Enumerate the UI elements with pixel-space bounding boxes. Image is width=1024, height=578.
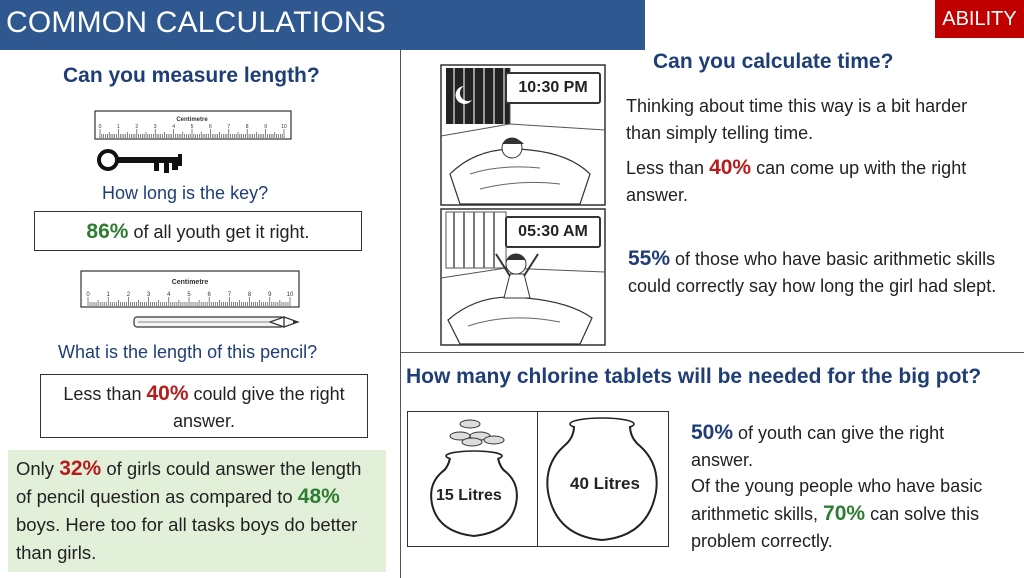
pencil-question: What is the length of this pencil?	[58, 342, 318, 362]
ruler-number: 10	[286, 292, 294, 298]
chlorine-tablets-icon	[450, 420, 504, 446]
boys-percent: 48%	[297, 485, 340, 508]
time-percent-55: 55%	[628, 247, 671, 270]
ruler-number: 6	[207, 292, 211, 298]
pencil-result-pre: Less than	[63, 384, 147, 404]
pots-divider	[537, 411, 538, 547]
chlorine-heading: How many chlorine tablets will be needed for the big pot?	[406, 365, 982, 388]
time-heading: Can you calculate time?	[653, 50, 894, 73]
vertical-divider	[400, 50, 401, 578]
pencil-icon	[134, 317, 298, 327]
time-text-2-post: can come up with the right answer.	[626, 158, 967, 205]
ruler-pencil-illustration	[80, 270, 300, 332]
ruler-number: 7	[227, 292, 232, 298]
key-result-text: of all youth get it right.	[128, 222, 310, 242]
ruler-key-illustration	[94, 110, 294, 180]
key-question: How long is the key?	[102, 183, 269, 203]
ability-badge: ABILITY	[935, 0, 1024, 38]
clock-morning: 05:30 AM	[505, 216, 601, 248]
ruler-number: 2	[135, 124, 139, 130]
ruler-number: 8	[247, 292, 252, 298]
length-heading: Can you measure length?	[63, 64, 320, 87]
key-icon	[99, 151, 182, 173]
time-text-2-pre: Less than	[626, 158, 710, 178]
chlorine-text-1-post: of youth can give the right answer.	[691, 423, 945, 470]
gender-note-mid: of girls could answer the length of pencil question as compared to	[16, 458, 362, 507]
ruler-number: 9	[268, 292, 272, 298]
ruler-number: 7	[227, 124, 231, 130]
ruler-number: 0	[98, 124, 102, 130]
gender-note	[8, 450, 386, 572]
key-result-box	[34, 211, 362, 251]
clock-night: 10:30 PM	[505, 72, 601, 104]
ruler-number: 4	[172, 124, 175, 130]
chlorine-text-2-post: can solve this problem correctly.	[691, 504, 980, 551]
window-icon	[446, 212, 506, 268]
ruler-number: 5	[187, 292, 191, 298]
time-text-2	[626, 154, 1006, 209]
page-title: COMMON CALCULATIONS	[6, 6, 386, 39]
small-pot-illustration	[420, 414, 530, 544]
ruler-label: Centimetre	[171, 279, 209, 286]
ruler-number: 4	[167, 292, 171, 298]
ruler-number: 9	[264, 124, 267, 130]
chlorine-percent-50: 50%	[691, 421, 734, 444]
ruler-2	[81, 271, 299, 307]
ruler-number: 3	[153, 124, 157, 130]
big-pot-label: 40 Litres	[570, 474, 640, 493]
key-result-percent: 86%	[86, 220, 129, 243]
ruler-number: 5	[190, 124, 194, 130]
time-text-1: Thinking about time this way is a bit harder than simply telling time.	[626, 96, 968, 143]
ruler-number: 8	[245, 124, 249, 130]
girls-percent: 32%	[59, 457, 102, 480]
ruler-number: 1	[106, 292, 110, 298]
window-icon	[446, 68, 510, 124]
chlorine-percent-70: 70%	[823, 502, 866, 525]
pencil-result-percent: 40%	[146, 382, 189, 405]
time-text-3	[628, 245, 1008, 300]
ruler-1	[95, 111, 291, 139]
ruler-number: 0	[86, 292, 90, 298]
ruler-number: 6	[209, 124, 212, 130]
time-percent-40: 40%	[709, 156, 752, 179]
gender-note-pre: Only	[16, 458, 60, 479]
time-text-3-post: of those who have basic arithmetic skills could correctly say how long the girl had slept.	[628, 249, 997, 296]
chlorine-text-2-pre: Of the young people who have basic arithmetic skills,	[691, 476, 983, 524]
small-pot-label: 15 Litres	[436, 487, 502, 504]
gender-note-post: boys. Here too for all tasks boys do better than girls.	[16, 514, 358, 563]
horizontal-divider	[400, 352, 1024, 353]
ruler-number: 1	[117, 124, 120, 130]
pencil-result-box	[40, 374, 368, 438]
ruler-label: Centimetre	[176, 117, 208, 123]
ruler-number: 3	[146, 292, 151, 298]
pencil-result-post: could give the right answer.	[172, 384, 345, 431]
chlorine-text-2	[691, 473, 1017, 555]
chlorine-text-1	[691, 419, 1011, 474]
ruler-number: 10	[281, 124, 287, 130]
ruler-number: 2	[126, 292, 131, 298]
